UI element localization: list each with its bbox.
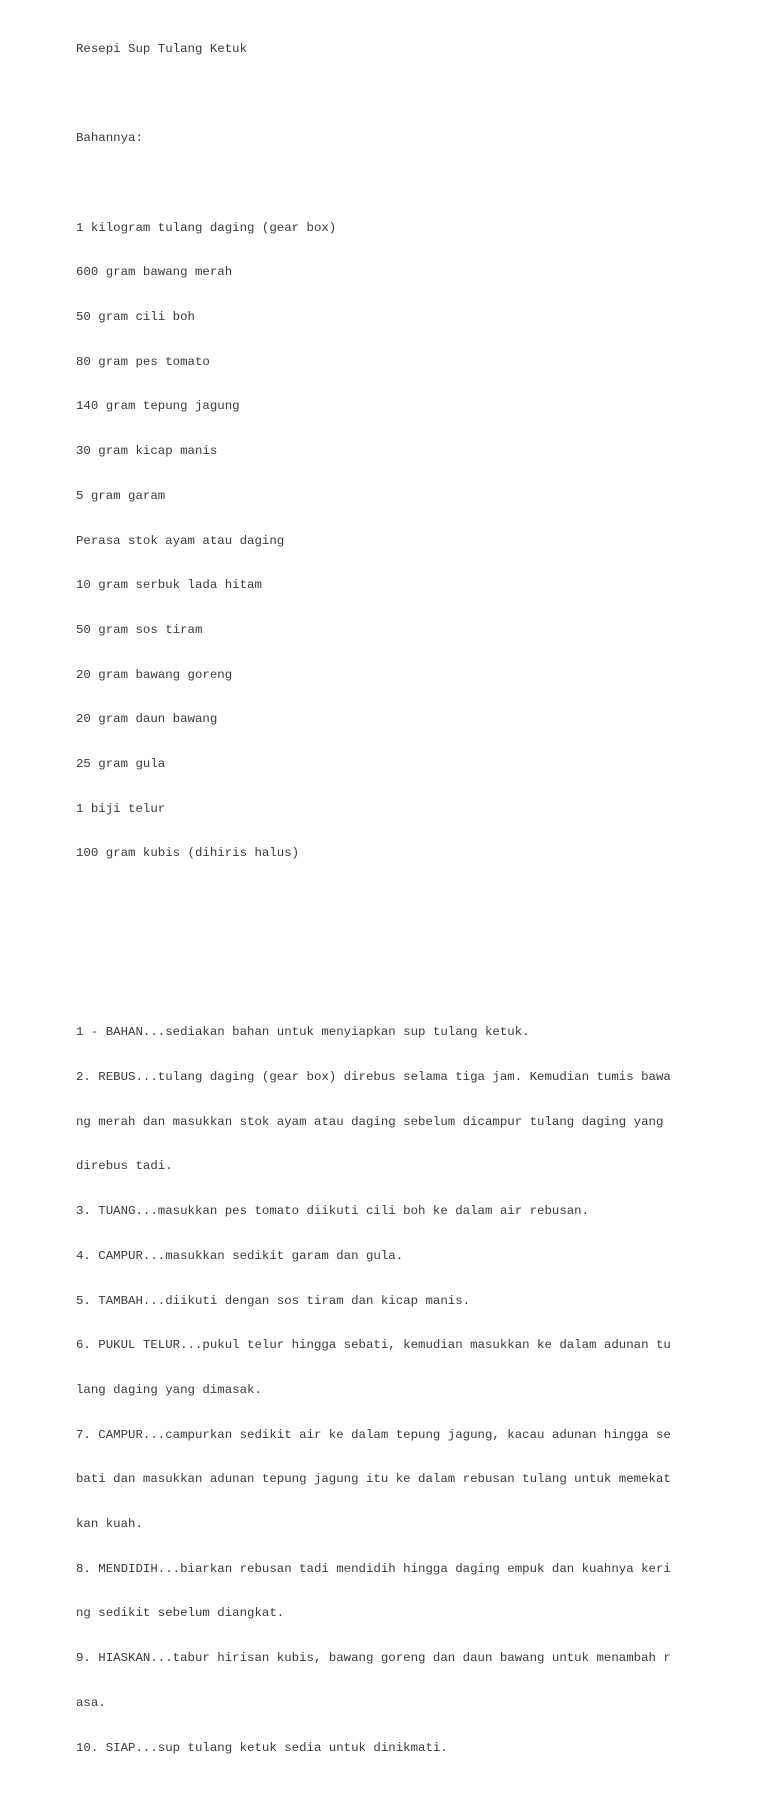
step-line: bati dan masukkan adunan tepung jagung itu ke dalam rebusan tulang untuk memekat [76,1472,671,1487]
blank-line [76,87,696,102]
ingredient-item: 50 gram cili boh [76,310,195,325]
ingredients-list [76,191,696,891]
ingredients-heading: Bahannya: [76,131,143,146]
step-line: 6. PUKUL TELUR...pukul telur hingga sebati, kemudian masukkan ke dalam adunan tu [76,1338,671,1353]
step-line: direbus tadi. [76,1159,173,1174]
step-line: ng sedikit sebelum diangkat. [76,1606,285,1621]
step-line: 3. TUANG...masukkan pes tomato diikuti cili boh ke dalam air rebusan. [76,1204,590,1219]
step-line: 4. CAMPUR...masukkan sedikit garam dan gula. [76,1248,404,1263]
ingredient-item: 10 gram serbuk lada hitam [76,578,262,593]
ingredient-item: 20 gram daun bawang [76,712,218,727]
ingredient-item: 20 gram bawang goreng [76,667,233,682]
blank-line [76,936,696,951]
ingredient-item: 1 kilogram tulang daging (gear box) [76,220,337,235]
ingredient-item: 5 gram garam [76,488,166,503]
step-line: 10. SIAP...sup tulang ketuk sedia untuk dinikmati. [76,1740,448,1755]
step-line: 5. TAMBAH...diikuti dengan sos tiram dan kicap manis. [76,1293,471,1308]
step-line: 7. CAMPUR...campurkan sedikit air ke dalam tepung jagung, kacau adunan hingga se [76,1427,671,1442]
recipe-text [76,12,696,1815]
recipe-title: Resepi Sup Tulang Ketuk [76,41,248,56]
ingredient-item: 140 gram tepung jagung [76,399,240,414]
step-line: 9. HIASKAN...tabur hirisan kubis, bawang goreng dan daun bawang untuk menambah r [76,1651,671,1666]
step-line: ng merah dan masukkan stok ayam atau daging sebelum dicampur tulang daging yang [76,1114,664,1129]
step-line: lang daging yang dimasak. [76,1382,262,1397]
ingredient-item: 100 gram kubis (dihiris halus) [76,846,300,861]
step-line: 2. REBUS...tulang daging (gear box) direbus selama tiga jam. Kemudian tumis bawa [76,1070,671,1085]
ingredient-item: 80 gram pes tomato [76,354,210,369]
step-line: asa. [76,1695,106,1710]
ingredient-item: 25 gram gula [76,757,166,772]
ingredient-item: 50 gram sos tiram [76,622,203,637]
ingredient-item: 30 gram kicap manis [76,444,218,459]
step-line: kan kuah. [76,1517,143,1532]
ingredient-item: 1 biji telur [76,801,166,816]
steps-list [76,996,696,1786]
ingredient-item: 600 gram bawang merah [76,265,233,280]
step-line: 8. MENDIDIH...biarkan rebusan tadi mendidih hingga daging empuk dan kuahnya keri [76,1561,671,1576]
step-line: 1 - BAHAN...sediakan bahan untuk menyiapkan sup tulang ketuk. [76,1025,530,1040]
ingredient-item: Perasa stok ayam atau daging [76,533,285,548]
